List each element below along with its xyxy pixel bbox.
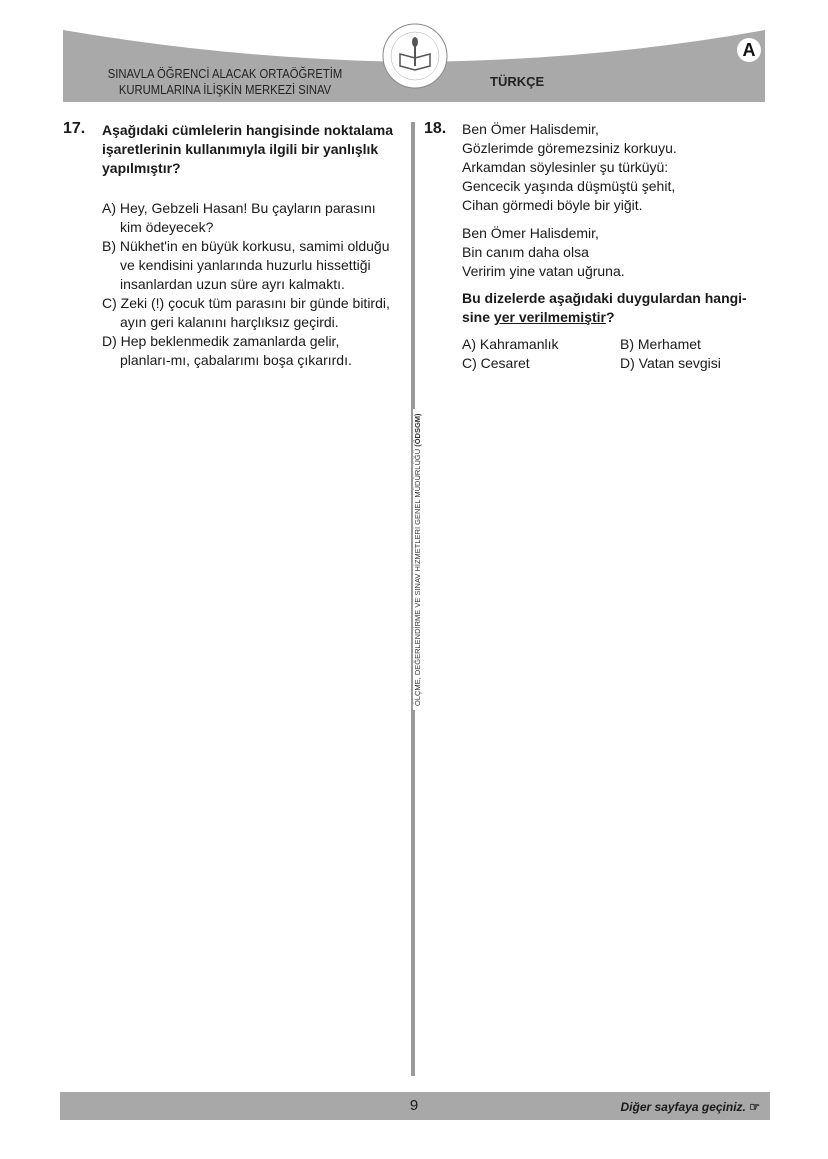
option-d[interactable]: D) Hep beklenmedik zamanlarda gelir, planları-mı, çabalarımı boşa çıkarırdı.: [102, 333, 352, 368]
question-18-number: 18.: [424, 120, 447, 137]
question-18-poem: [462, 120, 762, 373]
next-page-text: Diğer sayfaya geçiniz.: [620, 1100, 746, 1114]
poem-line: Gözlerimde göremezsiniz korkuyu.: [462, 140, 677, 156]
option-b[interactable]: B) Merhamet: [620, 336, 701, 352]
stem-qmark: ?: [605, 309, 615, 325]
question-17-options: [102, 199, 392, 370]
poem-line: Cihan görmedi böyle bir yiğit.: [462, 197, 643, 213]
page-number: 9: [409, 1097, 419, 1114]
publisher-abbr: (ÖDSGM): [413, 413, 422, 447]
option-c[interactable]: C) Zeki (!) çocuk tüm parasını bir günde bitirdi, ayın geri kalanını harçlıksız geçirdi.: [102, 295, 390, 330]
poem-line: Arkamdan söylesinler şu türküyü:: [462, 159, 669, 175]
side-publisher-text: [413, 409, 422, 710]
exam-title: [104, 66, 347, 98]
poem-line: Ben Ömer Halisdemir,: [462, 121, 599, 137]
option-a[interactable]: A) Hey, Gebzeli Hasan! Bu çayların parasını kim ödeyecek?: [102, 200, 376, 235]
publisher-name: ÖLÇME, DEĞERLENDİRME VE SINAV HİZMETLERİ GENEL MÜDÜRLÜĞÜ: [413, 448, 422, 706]
booklet-type: A: [737, 38, 761, 62]
poem-line: Veririm yine vatan uğruna.: [462, 263, 625, 279]
stem-line: Bu dizelerde aşağıdaki duygulardan hangi-: [462, 290, 747, 306]
question-18-options: [462, 335, 762, 373]
option-d[interactable]: D) Vatan sevgisi: [620, 355, 721, 371]
question-18-stem: [462, 289, 762, 327]
next-page-note: [621, 1100, 761, 1114]
stem-line: işaretlerinin kullanımıyla ilgili bir yanlışlık: [102, 141, 379, 157]
stem-underlined: yer verilmemiştir: [493, 309, 606, 325]
stem-text: sine: [462, 309, 494, 325]
pointing-hand-icon: ☞: [749, 1100, 760, 1114]
exam-title-line2: KURUMLARINA İLİŞKİN MERKEZİ SINAV: [118, 83, 332, 97]
poem-line: Ben Ömer Halisdemir,: [462, 225, 599, 241]
ministry-logo: [383, 24, 447, 88]
question-17-number: 17.: [63, 120, 86, 137]
option-b[interactable]: B) Nükhet'in en büyük korkusu, samimi olduğu ve kendisini yanlarında huzurlu hissettiği insanlardan uzun süre ayrı kalmaktı.: [102, 238, 390, 292]
poem-line: Bin canım daha olsa: [462, 244, 589, 260]
option-a[interactable]: A) Kahramanlık: [462, 336, 559, 352]
question-17-stem: [102, 121, 402, 178]
stem-line: Aşağıdaki cümlelerin hangisinde noktalama: [102, 122, 393, 138]
exam-title-line1: SINAVLA ÖĞRENCİ ALACAK ORTAÖĞRETİM: [107, 67, 343, 81]
poem-line: Gencecik yaşında düşmüştü şehit,: [462, 178, 676, 194]
option-c[interactable]: C) Cesaret: [462, 355, 530, 371]
stem-line: yapılmıştır?: [102, 160, 181, 176]
subject-title: TÜRKÇE: [490, 74, 545, 89]
